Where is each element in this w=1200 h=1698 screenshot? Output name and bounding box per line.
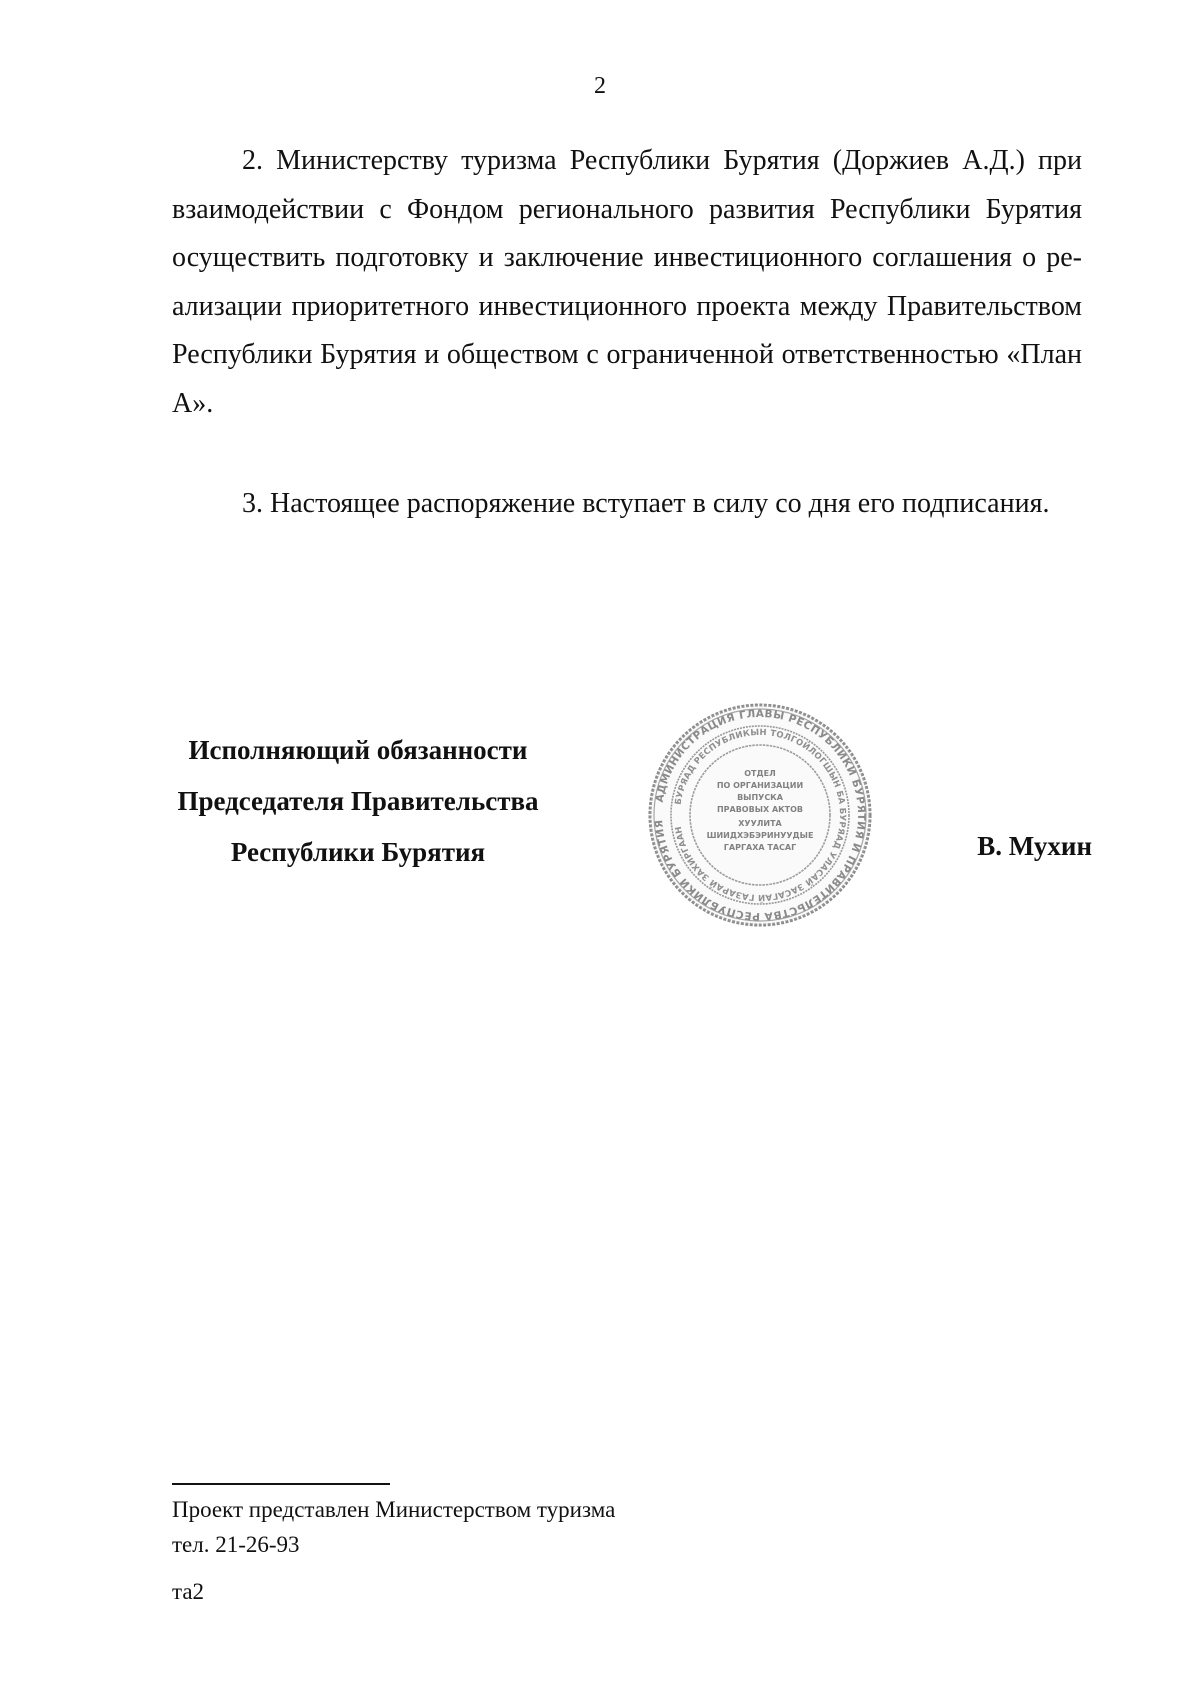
signatory-position-line: Исполняющий обязанности — [188, 735, 528, 765]
seal-outer-text: АДМИНИСТРАЦИЯ ГЛАВЫ РЕСПУБЛИКИ БУРЯТИЯ И ПРАВИТЕЛЬСТВА РЕСПУБЛИКИ БУРЯТИЯ — [653, 707, 868, 923]
footnote-prepared-by: Проект представлен Министерством туризма — [172, 1497, 616, 1522]
seal-center-line: ВЫПУСКА — [737, 793, 783, 802]
paragraph-2: 2. Министерству туризма Республики Бурятия (Доржиев А.Д.) при взаимодействии с Фондом регионального развития Республики Бурятия осуществить подготовку и заключение инвестиционного соглашения о реализации приоритетного инвестиционного проекта между Правительством Республики Бурятия и обществом с ограниченной ответственностью «План А». — [172, 145, 1082, 419]
seal-inner-text: БУРЯАД РЕСПУБЛИКЫН ТОЛГОЙЛОГШЫН БА БУРЯАД УЛАСАЙ ЗАСАГАЙ ГАЗАРАЙ ЗАХИРГААН — [673, 727, 848, 903]
signatory-position — [158, 725, 558, 878]
seal-center-line: ШИИДХЭБЭРИНУУДЫЕ — [706, 831, 814, 840]
footnote-phone: тел. 21-26-93 — [172, 1532, 300, 1557]
signer-name: В. Мухин — [977, 831, 1092, 861]
footnote-divider — [172, 1483, 390, 1485]
signatory-position-line: Республики Бурятия — [230, 837, 486, 867]
paragraph-3: 3. Настоящее распоряжение вступает в силу со дня его подписания. — [242, 488, 1050, 519]
page-number: 2 — [594, 73, 606, 99]
footnote — [172, 1492, 615, 1562]
document-index-code: та2 — [172, 1579, 205, 1604]
seal-center-line: ПО ОРГАНИЗАЦИИ — [716, 781, 804, 790]
seal-center-line: ПРАВОВЫХ АКТОВ — [716, 805, 804, 814]
seal-center-line: ГАРГАХА ТАСАГ — [723, 843, 797, 852]
seal-center-line: ХУУЛИТА — [738, 819, 782, 828]
signatory-position-line: Председателя Правительства — [177, 786, 539, 816]
official-seal-stamp — [645, 700, 875, 930]
seal-center-line: ОТДЕЛ — [744, 769, 776, 778]
